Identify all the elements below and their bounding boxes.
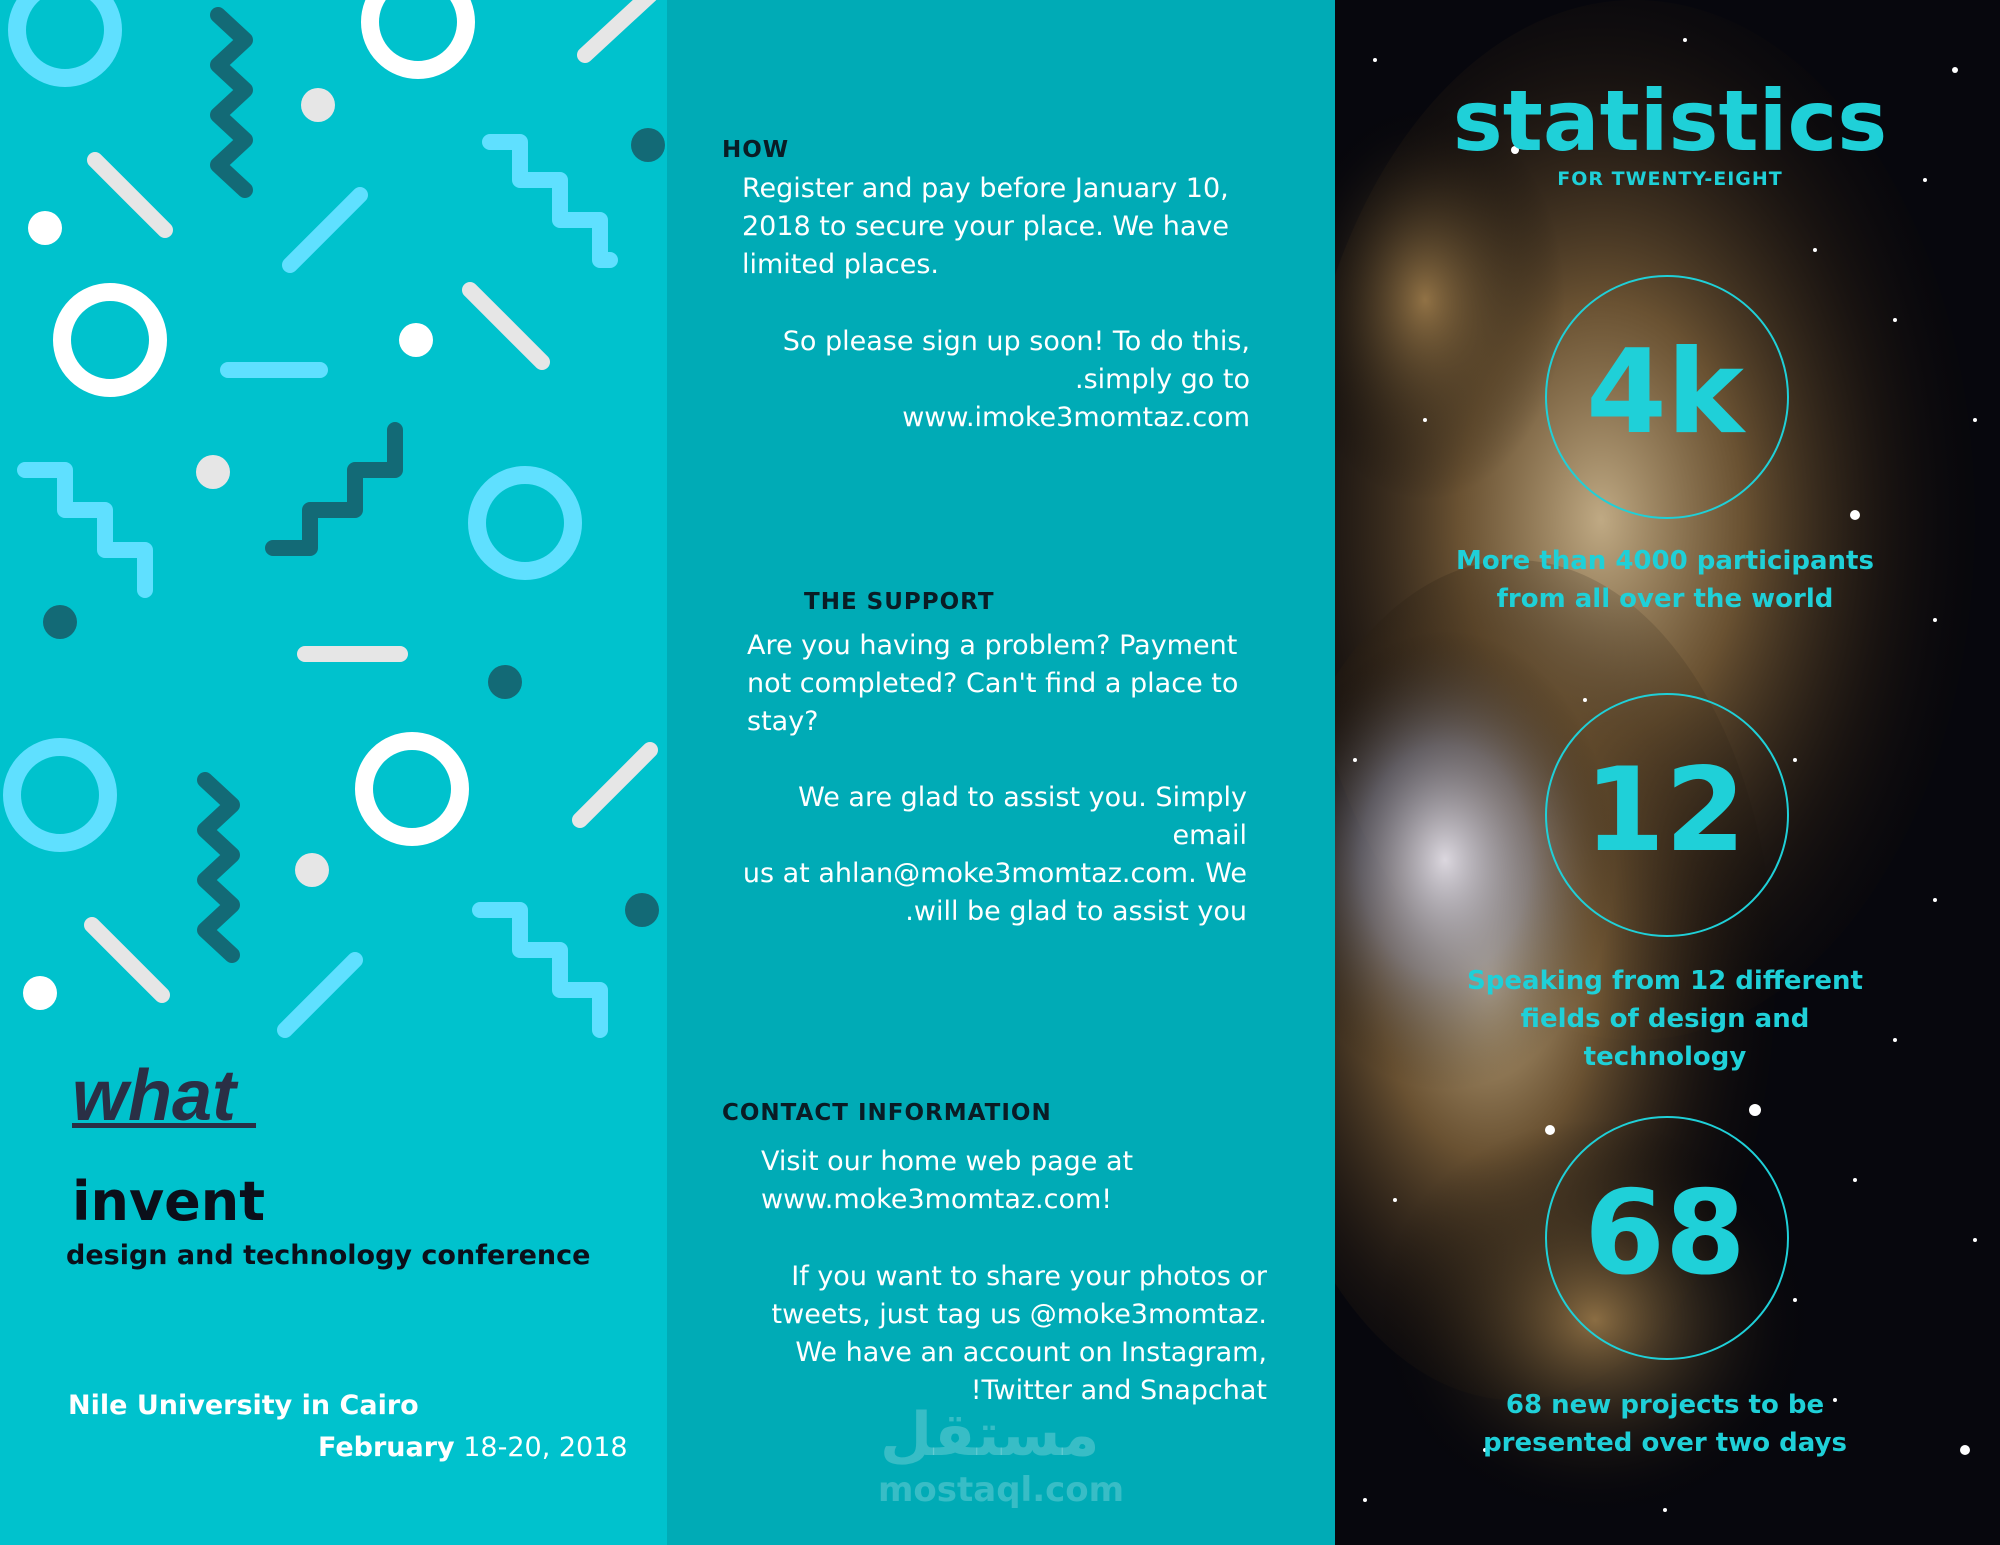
title-what: what — [72, 1056, 257, 1136]
stat-value: 12 — [1584, 743, 1746, 878]
dot-shape — [28, 211, 62, 245]
support-line: We are glad to assist you. Simply email — [798, 782, 1247, 851]
bar-shape — [580, 750, 650, 820]
dot-shape — [399, 323, 433, 357]
bar-shape — [92, 925, 162, 995]
support-line: us at ahlan@moke3momtaz.com. We — [742, 858, 1247, 889]
stairs-shape — [273, 430, 395, 548]
date-days: 18-20, 2018 — [454, 1432, 628, 1463]
contact-paragraph-1 — [761, 1143, 1261, 1219]
ring-shape — [62, 292, 158, 388]
stat-caption: Speaking from 12 different fields of design and technology — [1467, 966, 1863, 1072]
stat-value: 4k — [1586, 325, 1744, 460]
left-panel — [0, 0, 667, 1545]
stairs-shape — [490, 142, 610, 260]
stat-value: 68 — [1584, 1166, 1746, 1301]
how-paragraph-1: Register and pay before January 10, 2018 to secure your place. We have limited places. — [742, 173, 1229, 280]
dot-shape — [196, 455, 230, 489]
dot-shape — [625, 893, 659, 927]
ring-shape — [12, 747, 108, 843]
bar-shape — [290, 195, 360, 265]
bar-shape — [285, 960, 355, 1030]
contact-paragraph-2 — [727, 1258, 1267, 1410]
ring-shape — [17, 0, 113, 78]
bar-shape — [585, 0, 650, 55]
dot-shape — [488, 665, 522, 699]
zigzag-shape — [205, 780, 232, 955]
statistics-title: statistics — [1452, 72, 1888, 170]
dot-shape — [295, 853, 329, 887]
memphis-pattern — [0, 0, 667, 1040]
stat-caption: 68 new projects to be presented over two days — [1483, 1390, 1847, 1458]
how-line: So please sign up soon! To do this, — [782, 326, 1250, 357]
contact-link[interactable]: www.moke3momtaz.com! — [761, 1184, 1113, 1215]
how-paragraph-2 — [742, 323, 1322, 437]
support-paragraph-1: Are you having a problem? Payment not completed? Can't find a place to stay? — [747, 630, 1239, 737]
how-heading: HOW — [722, 137, 790, 163]
support-heading: THE SUPPORT — [804, 589, 995, 615]
zigzag-shape — [218, 15, 245, 190]
ring-shape — [477, 475, 573, 571]
contact-heading: CONTACT INFORMATION — [722, 1100, 1052, 1126]
stat-caption: More than 4000 participants from all over the world — [1456, 546, 1874, 614]
bar-shape — [95, 160, 165, 230]
stairs-shape — [480, 910, 600, 1030]
right-panel — [1335, 0, 2000, 1545]
contact-line: If you want to share your photos or — [791, 1261, 1267, 1292]
conference-subtitle: design and technology conference — [66, 1240, 591, 1271]
venue: Nile University in Cairo — [68, 1390, 419, 1421]
bar-shape — [470, 290, 542, 362]
contact-line: Visit our home web page at — [761, 1146, 1134, 1177]
ring-shape — [364, 741, 460, 837]
ring-shape — [370, 0, 466, 70]
stairs-shape — [25, 470, 145, 590]
dot-shape — [23, 976, 57, 1010]
contact-line: We have an account on Instagram, — [795, 1337, 1267, 1368]
middle-panel — [667, 0, 1335, 1545]
watermark-arabic: مستقل — [880, 1400, 1100, 1470]
date-month: February — [318, 1432, 455, 1463]
event-date — [318, 1432, 628, 1463]
support-paragraph-2 — [727, 779, 1247, 931]
how-line: .simply go to www.imoke3momtaz.com — [902, 364, 1250, 433]
dot-shape — [43, 605, 77, 639]
dot-shape — [631, 128, 665, 162]
contact-line: tweets, just tag us @moke3momtaz. — [771, 1299, 1267, 1330]
statistics-subtitle: FOR TWENTY-EIGHT — [1557, 168, 1783, 190]
contact-line: !Twitter and Snapchat — [970, 1375, 1267, 1406]
watermark-latin: mostaql.com — [878, 1470, 1125, 1510]
title-invent: invent — [72, 1170, 266, 1233]
support-line: .will be glad to assist you — [905, 896, 1247, 927]
dot-shape — [301, 88, 335, 122]
